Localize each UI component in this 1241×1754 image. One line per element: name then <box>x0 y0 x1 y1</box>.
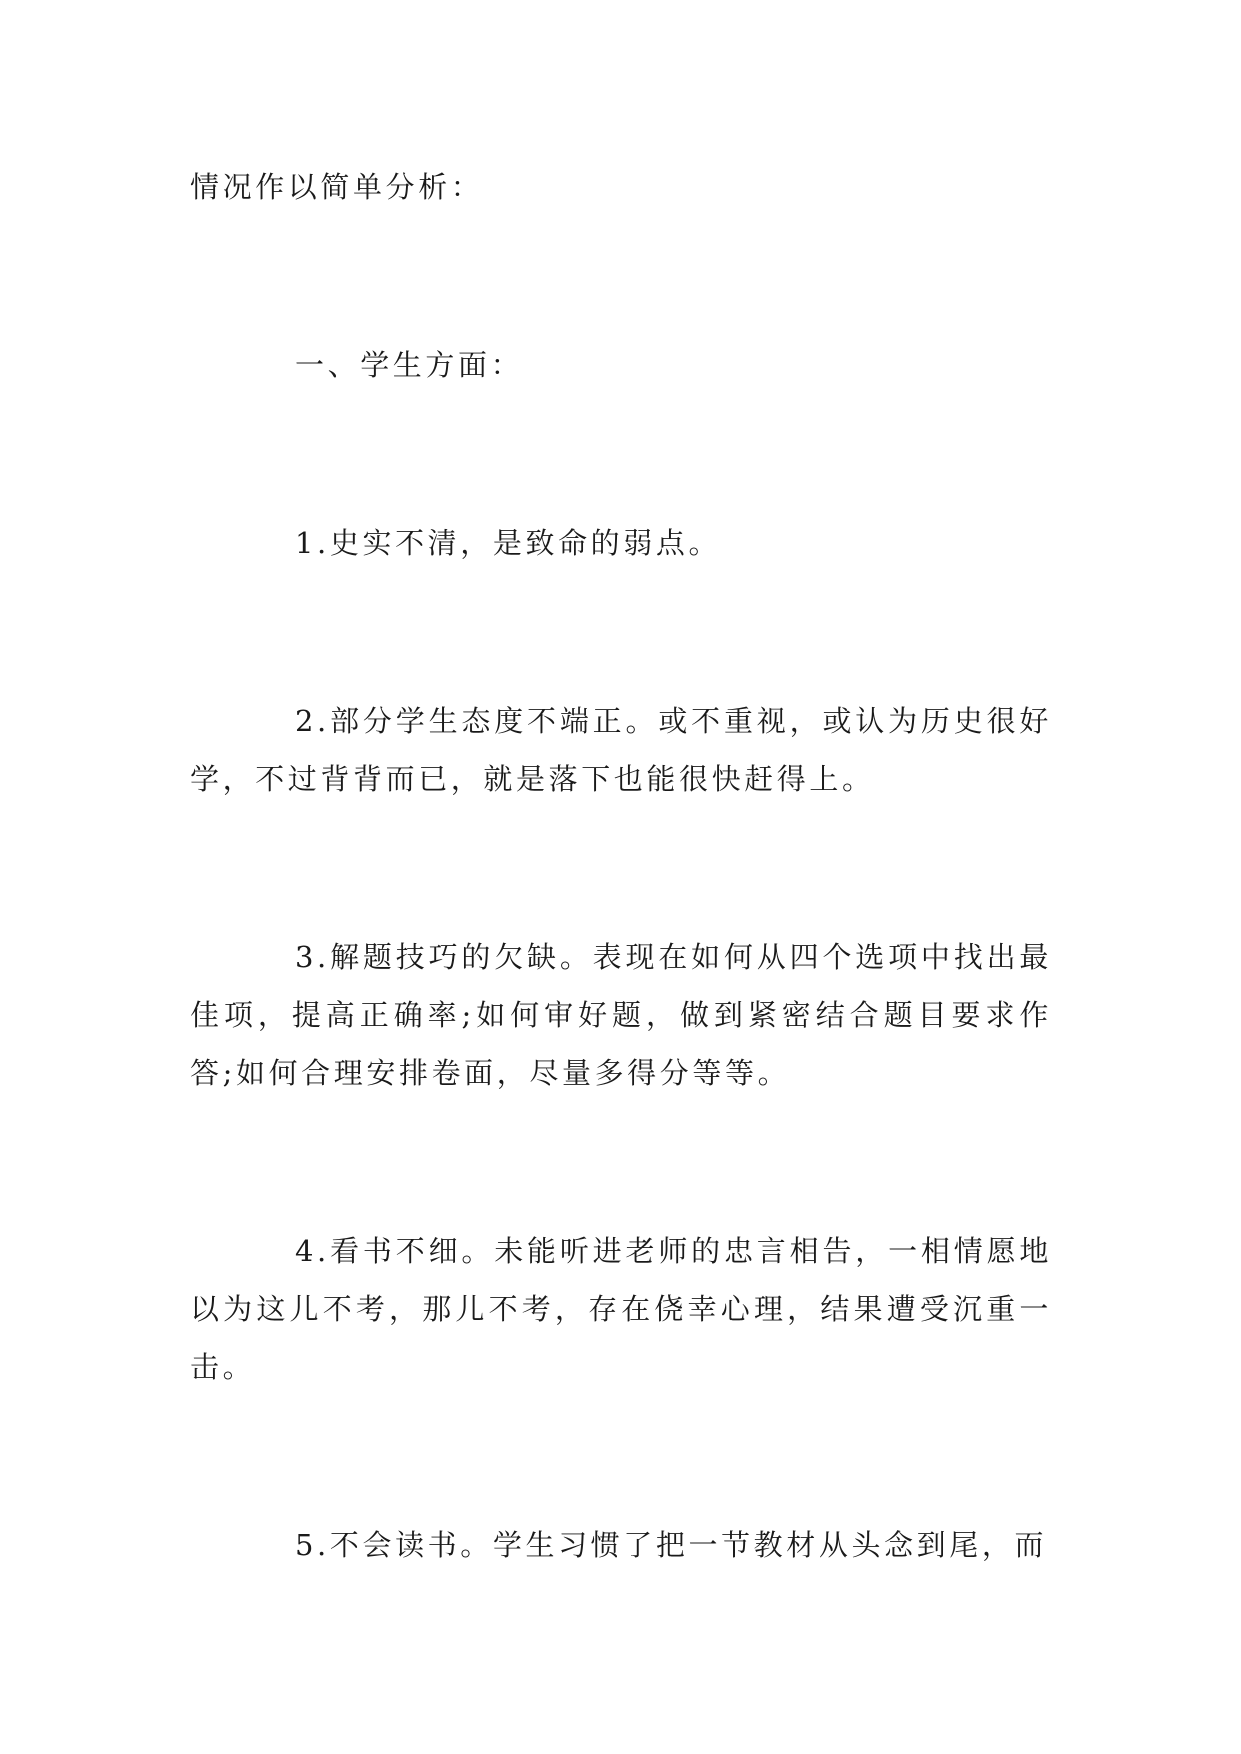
section-heading-students: 一、学生方面： <box>295 348 524 382</box>
list-item-3: 3.解题技巧的欠缺。表现在如何从四个选项中找出最佳项，提高正确率;如何审好题，做到紧密结合题目要求作答;如何合理安排卷面，尽量多得分等等。 <box>190 940 1052 1090</box>
list-item-4: 4.看书不细。未能听进老师的忠言相告，一相情愿地以为这儿不考，那儿不考，存在侥幸心理，结果遭受沉重一击。 <box>190 1234 1052 1384</box>
list-item-2: 2.部分学生态度不端正。或不重视，或认为历史很好学，不过背背而已，就是落下也能很快赶得上。 <box>190 704 1052 796</box>
paragraph-intro: 情况作以简单分析： <box>190 170 484 204</box>
list-item-5: 5.不会读书。学生习惯了把一节教材从头念到尾，而 <box>295 1528 1048 1562</box>
list-item-1: 1.史实不清，是致命的弱点。 <box>295 526 722 560</box>
